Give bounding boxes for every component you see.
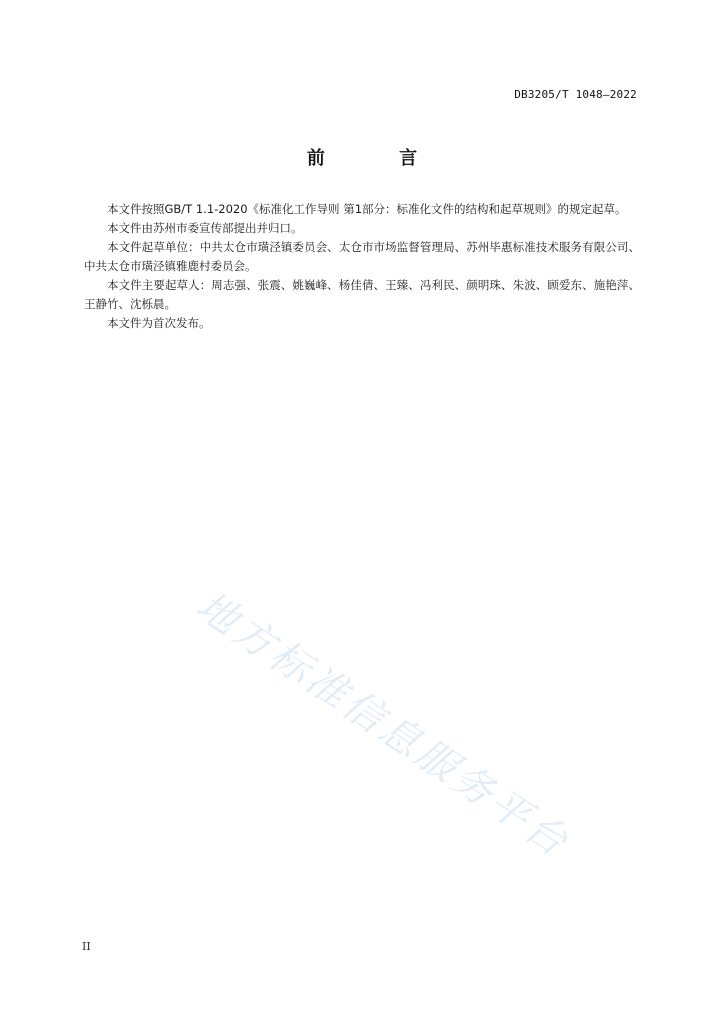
paragraph-proposer: 本文件由苏州市委宣传部提出并归口。	[107, 221, 303, 235]
paragraph-drafting-rules: 本文件按照GB/T 1.1-2020《标准化工作导则 第1部分：标准化文件的结构和起草规则》的规定起草。	[107, 202, 627, 216]
foreword-body	[84, 200, 640, 333]
document-code: DB3205/T 1048—2022	[514, 88, 637, 101]
page-title: 前 言	[306, 148, 452, 169]
page-number: II	[82, 940, 91, 953]
watermark: 地方标准信息服务平台	[187, 582, 579, 867]
paragraph-drafting-units: 本文件起草单位：中共太仓市璜泾镇委员会、太仓市市场监督管理局、苏州毕惠标准技术服务有限公司、中共太仓市璜泾镇雅鹿村委员会。	[84, 240, 640, 273]
paragraph-first-release: 本文件为首次发布。	[107, 316, 211, 330]
paragraph-drafters: 本文件主要起草人：周志强、张震、姚巍峰、杨佳倩、王臻、冯利民、颜明珠、朱波、顾爱东、施艳萍、王静竹、沈栎晨。	[84, 278, 640, 311]
